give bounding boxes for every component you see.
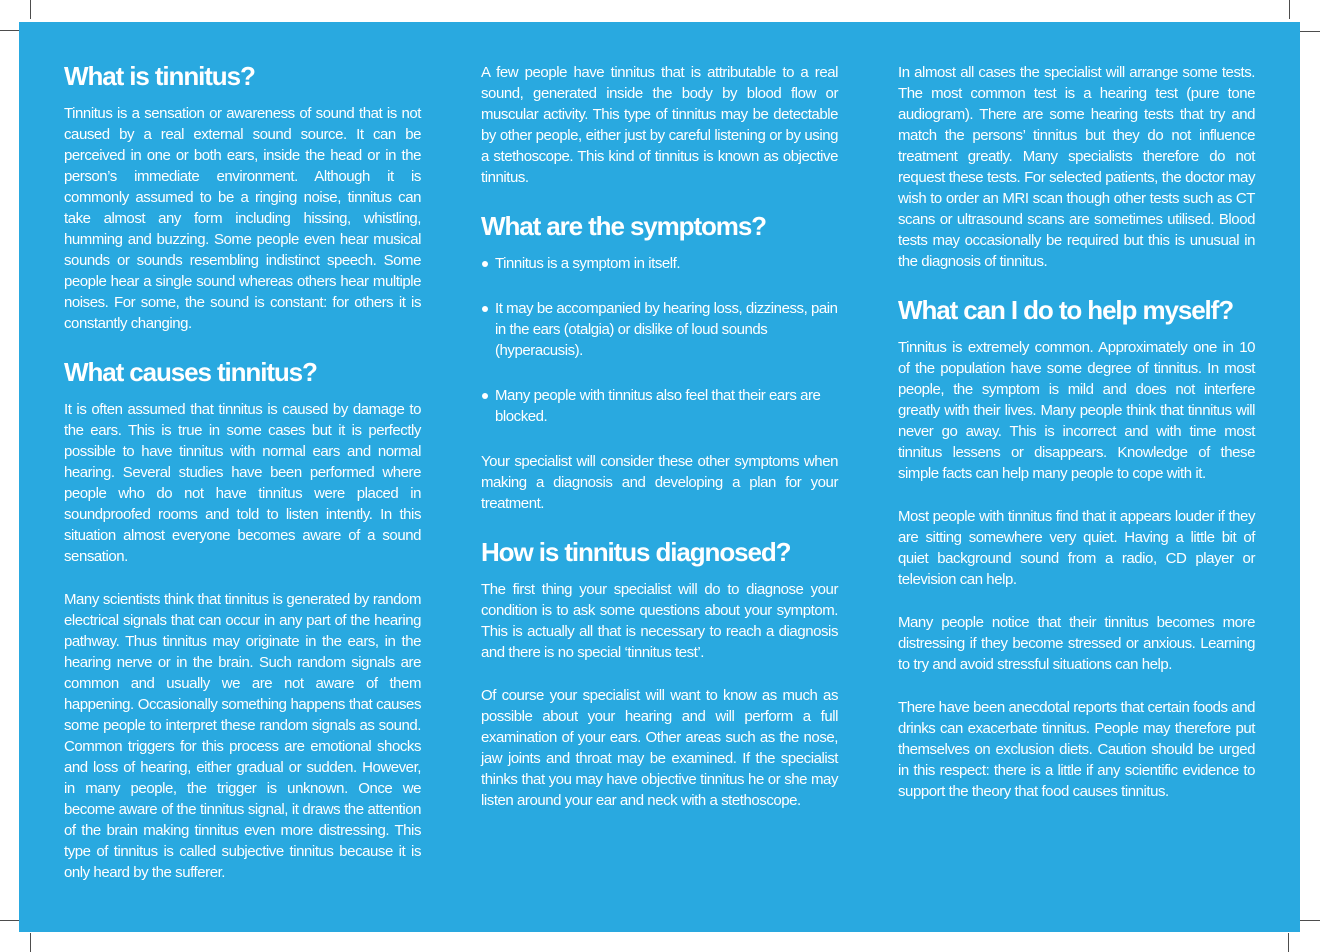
column-3 bbox=[898, 62, 1255, 932]
column-1 bbox=[64, 62, 421, 932]
paragraph-causes-2: Many scientists think that tinnitus is generated by random electrical signals that can occur in any part of the hearing pathway. Thus tinnitus may originate in the ears, in the hearing nerve or in the brain. Such random signals are common and usually we are not aware of them happening. Occasionally something happens that causes some people to interpret these random signals as sound. Common triggers for this process are emotional shocks and loss of hearing, either gradual or sudden. However, in many people, the trigger is unknown. Once we become aware of the tinnitus signal, it draws the attention of the brain making tinnitus even more distressing. This type of tinnitus is called subjective tinnitus because it is only heard by the sufferer. bbox=[64, 591, 421, 881]
heading-how-is-tinnitus-diagnosed: How is tinnitus diagnosed? bbox=[481, 537, 791, 567]
heading-what-are-the-symptoms: What are the symptoms? bbox=[481, 211, 766, 241]
crop-mark-top-right-vertical bbox=[1289, 0, 1290, 19]
paragraph-help-3: Many people notice that their tinnitus becomes more distressing if they become stressed or anxious. Learning to try and avoid stressful situations can help. bbox=[898, 614, 1255, 673]
heading-what-causes-tinnitus: What causes tinnitus? bbox=[64, 357, 317, 387]
paragraph-help-4: There have been anecdotal reports that certain foods and drinks can exacerbate tinnitus. People may therefore put themselves on exclusion diets. Caution should be urged in this respect: there is a little if any scientific evidence to support the theory that food causes tinnitus. bbox=[898, 699, 1255, 800]
paragraph-tests: In almost all cases the specialist will arrange some tests. The most common test is a hearing test (pure tone audiogram). There are some hearing tests that try and match the persons’ tinnitus but they do not influence treatment greatly. Many specialists therefore do not request these tests. For selected patients, the doctor may wish to order an MRI scan though other tests such as CT scans or ultrasound scans are sometimes utilised. Blood tests may occasionally be required but this is unusual in the diagnosis of tinnitus. bbox=[898, 64, 1255, 270]
leaflet-inner-spread bbox=[19, 22, 1300, 932]
crop-mark-top-right-horizontal bbox=[1298, 31, 1320, 32]
paragraph-causes-1: It is often assumed that tinnitus is caused by damage to the ears. This is true in some cases but it is perfectly possible to have tinnitus with normal ears and normal hearing. Several studies have been performed where people who do not have tinnitus were placed in soundproofed rooms and told to listen intently. In this situation almost everyone becomes aware of a sound sensation. bbox=[64, 401, 421, 565]
crop-mark-bottom-left-vertical bbox=[30, 933, 31, 952]
bullet-text: Many people with tinnitus also feel that their ears are blocked. bbox=[495, 387, 821, 425]
paragraph-diagnosis-2: Of course your specialist will want to know as much as possible about your hearing and will perform a full examination of your ears. Other areas such as the nose, jaw joints and throat may be examined. If the specialist thinks that you may have objective tinnitus he or she may listen around your ear and neck with a stethoscope. bbox=[481, 687, 838, 809]
paragraph-help-1: Tinnitus is extremely common. Approximately one in 10 of the population have some degree of tinnitus. In most people, the symptom is mild and does not interfere greatly with their lives. Many people think that tinnitus will never go away. This is incorrect and with time most tinnitus lessens or disappears. Knowledge of these simple facts can help many people to cope with it. bbox=[898, 339, 1255, 482]
paragraph-specialist-symptoms: Your specialist will consider these other symptoms when making a diagnosis and developing a plan for your treatment. bbox=[481, 453, 838, 512]
crop-mark-bottom-right-horizontal bbox=[1298, 920, 1320, 921]
bullet-item bbox=[481, 253, 838, 274]
crop-mark-top-left-vertical bbox=[30, 0, 31, 19]
bullet-item bbox=[481, 385, 838, 427]
heading-what-can-i-do-to-help-myself: What can I do to help myself? bbox=[898, 295, 1234, 325]
heading-what-is-tinnitus: What is tinnitus? bbox=[64, 61, 255, 91]
paragraph-what-is-tinnitus: Tinnitus is a sensation or awareness of sound that is not caused by a real external sound source. It can be perceived in one or both ears, inside the head or in the person’s immediate environment. Although it is commonly assumed to be a ringing noise, tinnitus can take almost any form including hissing, whistling, humming and buzzing. Some people even hear musical sounds or sounds resembling indistinct speech. Some people hear a single sound whereas others hear multiple noises. For some, the sound is constant: for others it is constantly changing. bbox=[64, 105, 421, 332]
bullet-item bbox=[481, 298, 838, 361]
paragraph-objective-tinnitus: A few people have tinnitus that is attributable to a real sound, generated inside the body by blood flow or muscular activity. This type of tinnitus may be detectable by other people, either just by careful listening or by using a stethoscope. This kind of tinnitus is known as objective tinnitus. bbox=[481, 64, 838, 186]
paragraph-help-2: Most people with tinnitus find that it appears louder if they are sitting somewhere very quiet. Having a little bit of quiet background sound from a radio, CD player or television can help. bbox=[898, 508, 1255, 588]
paragraph-diagnosis-1: The first thing your specialist will do to diagnose your condition is to ask some questions about your symptom. This is actually all that is necessary to reach a diagnosis and there is no special ‘tinnitus test’. bbox=[481, 581, 838, 661]
column-2 bbox=[481, 62, 838, 932]
crop-mark-bottom-right-vertical bbox=[1288, 933, 1289, 952]
symptoms-bullet-list bbox=[481, 253, 838, 427]
bullet-text: It may be accompanied by hearing loss, dizziness, pain in the ears (otalgia) or dislike of loud sounds (hyperacusis). bbox=[495, 300, 838, 359]
bullet-text: Tinnitus is a symptom in itself. bbox=[495, 255, 681, 272]
